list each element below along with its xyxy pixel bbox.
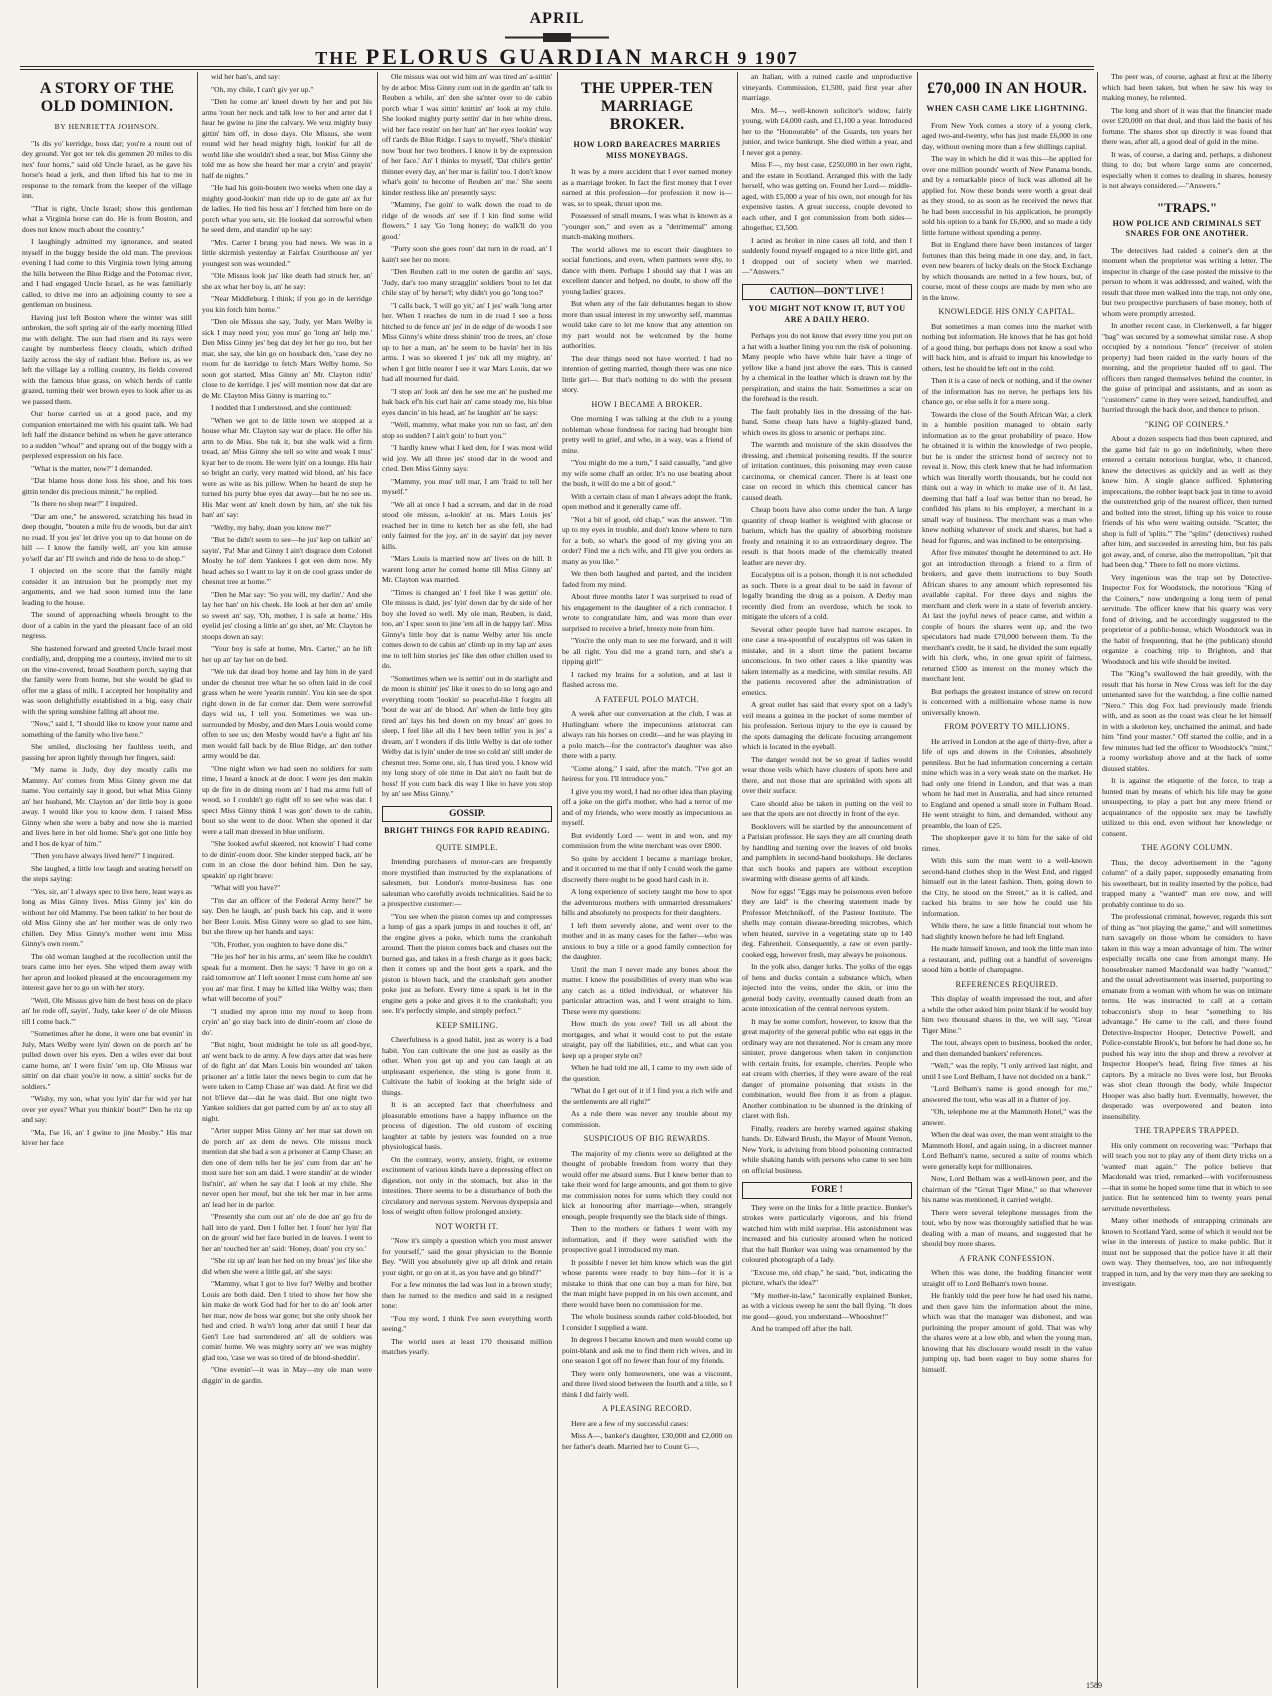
paragraph: The peer was, of course, aghast at first at the liberty which had been taken, but when he saw his way to making money, he relented. [1102,72,1272,102]
paragraph: "But he didn't seem to see—he jus' kep on talkin' an' sayin', 'Pa! Mar and Ginny I ain't disgrace dem Colonel Mosby he tol' dem Yankees I got een dem now. My head aches so I want to lay it on de cool grass under de chesnut tree at home.'" [202,535,372,586]
paragraph: There were several telephone messages from the tout, who by now was thoroughly satisfied that he was dealing with a man of means, and suggested that he should buy more shares. [922,1207,1092,1248]
column-6 [922,72,1092,1690]
column-rule [1097,72,1098,1688]
column-rule [377,72,378,1688]
paragraph: When he had told me all, I came to my own side of the question. [562,1063,732,1083]
paragraph: One morning I was talking at the club to a young nobleman whose fondness for racing had brought him pretty well to grief, and who, in a way, was a friend of mine. [562,414,732,455]
paragraph: "He had his goin-bouten two weeks when one day a mighty good-lookin' man ride up to de gate an' ax fur de ladies. He tied his hoss an' I fetched him here on de porch whar you sets, sir. He looked dat sorrowful when he seed dem, and standin' up he say: [202,183,372,234]
paragraph: The majority of my clients were so delighted at the thought of probable freedom from worry that they would offer me absurd sums. But I knew better than to take their word for large amounts, and got them to give me commission notes for sums which they could not kick at honouring after marriage—when, strangely enough, people frequently see the black side of things. [562,1148,732,1221]
paragraph: Towards the close of the South African War, a clerk in a humble position managed to obtain early information as to the great probability of peace. How he obtained it is within the knowledge of two people, but he is under the strictest bond of secrecy not to reveal it. Now, this clerk knew that he had information which was literally worth thousands, but he could not think out a way in which to make use of it. At last, deeming that half a loaf was better than no bread, he confided his plans to his employer, a merchant in a small way of business. The merchant was a man who knew nothing whatever of stock and shares, but had a head for figures, and was inclined to be enterprising. [922,409,1092,545]
paragraph: When this was done, the budding financier went straight off to Lord Belham's town house. [922,1268,1092,1288]
subheading: A PLEASING RECORD. [602,1404,692,1413]
column-rule [197,72,198,1688]
paragraph: In the yolk also, danger lurks. The yolks of the eggs of hens and ducks contain a substance which, when injected into the veins, under the skin, or into the general body cavity, eventually caused death from an acute intoxication of the central nervous system. [742,962,912,1013]
paragraph: wid her han's, and say: [211,72,281,81]
paragraph: "One evenin'—it was in May—my ole man were diggin' in de gardin. [202,1365,372,1385]
paragraph: She hastened forward and greeted Uncle Israel most cordially, and, dropping me a courtesy, invited me to sit on the vine-covered, broad Southern porch, saying that the family were from home, but she would be glad to offer me a glass of milk. I accepted her hospitality and was soon delightfully established in a big, easy chair with the spring sunshine falling all about me. [22,643,192,716]
paragraph: Intending purchasers of motor-cars are frequently more mystified than instructed by the explanations of salesmen, but London's motor-business has one salesman who carefully avoids technicalities. Said he to a prospective customer:— [382,857,552,908]
paragraph: While there, he saw a little financial tout whom he had slightly known before he had left England. [922,921,1092,941]
paragraph: The "King"s swallowed the bait greedily, with the result that his horse in New Cross was left for the day untenanted save for the watchdog, a fine collie named "Nero." This dog Fox had previously made friends with, and as soon as the coast was clear he let himself in with a skeleton key, unchained the animal, and bade him "find your master." Off started the collie, and in a few minutes had led the officer to Woodstock's "mint," a roomy workshop above and at the back of some disused stables. [1102,669,1272,773]
article-headline: £70,000 IN AN HOUR. [927,80,1087,97]
paragraph: Care should also be taken in putting on the veil to see that the spots are not directly in front of the eye. [742,798,912,818]
paragraph: I acted as broker in nine cases all told, and then I suddenly found myself engaged to a nice little girl, and I dropped out of society when we married.—"Answers." [742,235,912,276]
paragraph: I laughingly admitted my ignorance, and seated myself in the buggy beside the old man. The previous evening I had come to this Virginia town lying among the hills between the Blue Ridge and the Potomac river, and I had engaged Uncle Israel, as he was familiarly called, to drive me into an adjoining county to see a gentleman on business. [22,237,192,309]
boxed-headline: FORE ! [742,1182,912,1199]
paragraph: Then to the mothers or fathers I went with my information, and if they were satisfied with the prospective goal I introduced my man. [562,1224,732,1254]
paragraph: They were on the links for a little practice. Bunker's strokes were particularly vigorous, and his friend watched him with mild surprise. His astonishment was increased and his curiosity aroused when he noticed that the ball Bunker was using was ornamented by the coloured photograph of a lady. [742,1202,912,1264]
paragraph: For a few minutes the lad was lost in a brown study; then he turned to the medico and said in a resigned tone: [382,1280,552,1310]
paragraph: "Yes, sir, an' I always spec to live here, least ways as long as Miss Ginny lives. Miss Ginny jes' kin do without her old Mammy. I'se been talkin' to her bout de old Miss Ginny she an' her mother was de only two chillen. Dey Miss Ginny's mother went into Miss Ginny's own room." [22,886,192,948]
paragraph: an Italian, with a ruined castle and unproductive vineyards. Commission, £1,500, paid first year after marriage. [742,72,912,102]
paragraph: "She looked awful skeered, not knowin' I had come to de dinin'-room door. She kinder stepped back, an' he cum in an close the door behind him. Den he say, speakin' up right brave: [202,839,372,880]
paragraph: "Well, Ole Missus give him de best hoss on de place an' he rode off, sayin', 'Judy, take keer o' de ole Missus till I come back.'" [22,995,192,1026]
masthead-name: PELORUS GUARDIAN [365,44,645,69]
paragraph: "He jes hol' her in his arms, an' seem like he couldn't speak fur a moment. Den he says: 'I have to go on a raid tomorrow an' I left sooner I must cum home an' see you an' mar first. I may be killed like Welby was; then what will become of you?' [202,952,372,1003]
paragraph: "You see when the piston comes up and compresses a lump of gas a spark jumps in and touches it off, an' the engine gives a poke, which turns the crankshaft around. Then the piston comes back and chases out the burned gas, and takes in a fresh charge as it goes back; then it comes up and the boot gets a spark, and the piston is blown back, and the crankshaft gets another poke just as before. Every time a spark is let in the engine gets a poke and gives it to the crankshaft; you see. It's perfectly simple, and simply perfect." [382,911,552,1015]
paragraph: "She riz up an' lean her hed on my breas' jes' like she did when she were a little gal, an' she says: [202,1256,372,1276]
paragraph: "You might do me a turn," I said casually, "and give my wife some chaff an order. It's no use beating about the bush, it will do me a bit of good." [562,458,732,488]
paragraph: "Den Reuben call to me outen de gardin an' says, 'Judy, dar's too many stragglin' soldiers 'bout to let dat chile stay ol' by herse'f; why didn't you go 'long too?' [382,267,552,297]
paragraph: "We all at once I had a scream, and dar in de road stood ole missus, a-lookin' at us. Mars Louis jes' reached her in time to ketch her as she fell, she had only fainted for the joy, an' in de sayin' dat joy never kills. [382,499,552,551]
paragraph: "Oh, Frother, you oughten to have done dis." [211,939,348,949]
paragraph: He arrived in London at the age of thirty-five, after a life of ups and downs in the Colonies, absolutely penniless. But he had information concerning a certain mine which was in a very weak state on the market. He had only one friend in London, and that was a man whom he had met in Australia, and had since returned to England and opened a small store in Fulham Road. He went straight to him, and demanded, without any preamble, the loan of £25. [922,736,1092,830]
paragraph: The whole business sounds rather cold-blooded, but I consider I supplied a want. [562,1312,732,1332]
paragraph: It was by a mere accident that I ever earned money as a marriage broker. In fact the first money that I ever earned at this profession—for profession it now is—was, so to speak, thrust upon me. [562,167,732,208]
headline-deck: WHEN CASH CAME LIKE LIGHTNING. [926,104,1088,113]
paragraph: "One night when we had seen no soldiers for sum time, I heard a knock at de door. I were jes den makin up de fire in de dining room an' I had ma arms full of wood, so I couldn't go right off to see who was dar. I spect Miss Ginny think I was gon' down to de cabin, bout so she went to de door. When she opened it dar were a tall man dressed in blue uniform. [202,763,372,836]
paragraph: "Mammy, I'se goin' to walk down the road to de ridge of de woods an' see if I kin find some wild flowers." I say 'Go 'long honey; do walk'll do you good.' [382,200,552,241]
paragraph: "Ma, I'se 16, an' I gwine to jine Mosby." His mar kiver her face [22,1127,192,1147]
paragraph: But in England there have been instances of larger fortunes than this being made in one day, and, in fact, even new bearers of lucky deals on the Stock Exchange by which thousands are netted in a few hours, but, of course, most of these coups are made by men who are in the know. [922,240,1092,302]
paragraph: "Not a bit of good, old chap," was the answer. "I'm up to my eyes in trouble, and don't know where to turn for a bob, so what's the good of my giving you an order? Find me a rich wife, and I'll give you orders as many as you like." [562,514,732,566]
paragraph: "Come along," I said, after the match. "I've got an heiress for you. I'll introduce you." [562,763,732,783]
paragraph: Cheap boots have also come under the ban. A large quantity of cheap leather is weighted with glucose or barium, which has the quality of absorbing moisture freely and retaining it to an extraordinary degree. The result is that boots made of the chemically treated leather are never dry. [742,505,912,567]
paragraph: I give you my word, I had no other idea than playing off a joke on the girl's mother, who had a terror of me and of my friends, who were mostly as impecunious as myself. [562,786,732,827]
subheading: HOW I BECAME A BROKER. [591,399,703,409]
paragraph: "Den he come an' kneel down by her and put his arms 'roun her neck and talk low to her and arter dat I hear he gwine to jine the calvary. We wuz mighty busy gittin' him off, in doso days. Ole Missus, she went round wid her head mighty high, lookin' fur all de world like she wouldn't shed a tear, but Miss Ginny she told me as how she heard her mar a cryin' and prayin' half de nights." [202,97,372,180]
paragraph: "Lord Belham's name is good enough for me," answered the tout, who was all in a flutter of joy. [922,1084,1092,1104]
paragraph: The professional criminal, however, regards this sort of thing as "not playing the game," and will sometimes turn savagely on those whom he considers to have taken in this way a mean advantage of him. The writer especially recalls one case from amongst many. He housebreaker named Macdonald was badly "wanted," and the usual advertisement was inserted, purporting to emanate from a woman with whom he was on intimate terms. He was instructed to call at a certain tobacconist's shop to hear "something to his advantage." He came to the call, and there found Detective-Inspector Hooper, Detective Powell, and Police-constable Brook's, but before he had done so, he pushed his way into the shop and threw a revolver at Inspector Hooper's head, firing five times at his captors. By a miracle no lives were lost, but Brooks was shot clean through the body, while Inspector Hooper was also badly hurt. Eventually, however, the desperado was overpowered and beaten into insensibility. [1102,912,1272,1121]
paragraph: Ole missus was out wid him an' was tired an' a-sittin' by de arbor. Miss Ginny cum out in de gardin an' talk to Reuben a while, an' den she sa'nter over to de cabin porch whar I was sittin' knittin' an' look at my chile. She looked mighty purty settin' dar in her white dress, wid her face restin' on her han' an' her eyes lookin' way off t'ards de Blue Ridge. I says to myself, 'She's thinkin' now 'bout her two brothers. I know it by de expression of her face.' An' I thinks to myself, 'Dat chile's gettin' thinner every day, an' her mar is failin' too. I don't know what's goin' to become of Reuben an' me.' She seem kinder restless like an' presently says: [382,72,552,197]
paragraph: "But night, 'bout midnight he tole us all good-bye, an' went back to de army. A few days arter dat was here of de fight an' dat Mars Louis bin wounded an' taken prisoner an' a little later the news begin to cum dat he were taken to Camp Chase an' was daid. At first we did not b'lieve dat—dat he was daid. But one night two Yankee soldiers dat got parted cum by an' ax to stay all night. [202,1040,372,1123]
paragraph: "Is there no shop near?" I inquired. [31,499,138,508]
paragraph: But sometimes a man comes into the market with nothing but information. He knows that he has got hold of a good thing, but perhaps does not know a soul who will back him, and is afraid to impart his knowledge to others, lest he should be left out in the cold. [922,321,1092,373]
paragraph: "Times is changed an' I feel like I was gettin' ole. Ole missus is daid, jes' lyin' down dar by de side of her boy she loved so well. My ole man, Reuben, is daid, too, an' I spec soon to jine 'em all in de happy lan'. Miss Ginny's little boy dat is name Welby arter his uncle comes down to de cabin an' climb up in my lap an' axes me to tell him stories jes' like den other chillen used to do. [382,587,552,670]
paragraph: "Excuse me, old chap," he said, "but, indicating the picture, what's the idea?" [742,1267,912,1287]
paragraph: When the deal was over, the man went straight to the Mammoth Hotel, and again using, in a discreet manner Lord Belham's name, secured a suite of rooms which were generally kept for millionaires. [922,1130,1093,1171]
paragraph: "Den he Mar say: 'So you will, my darlin'.' And she lay her han' on his cheek. He look at her den an' smile so sweet an' say, 'Oh, mother, I is safe at home.' His eyelid jes' closing a little an' go shet, an' Mr. Clayton he stoops down an say: [202,589,372,641]
paragraph: But perhaps the greatest instance of strew on record is concerned with a millionaire whose name is now universally known. [922,686,1092,717]
paragraph: "Now," said I, "I should like to know your name and something of the family who live here." [22,719,192,739]
paragraph: Here are a few of my successful cases: [571,1418,689,1428]
paragraph: Several other people have had narrow escapes. In one case a tea-spoonful of eucalyptus oil was taken in mistake, and in a short time the patient became unconscious. In two other cases a like quantity was taken internally as a medicine, with similar results. All the patients recovered after the administration of emetics. [742,624,912,697]
paragraph: The tout, always open to business, booked the order, and then demanded bankers' references. [922,1038,1092,1058]
paragraph: I left them severely alone, and went over to the mother and in as many cases for the father—who was anxious to buy a title or a good family connection for the daughter. [562,920,732,961]
paragraph: Eucalyptus oil is a poison, though it is not scheduled as such. There is a great deal to be said in favour of legally branding the drug as a poison. A Derby man recently died from an overdose, which he took to mitigate the ulcers of a cold. [742,570,912,621]
paragraph: We then both laughed and parted, and the incident faded from my mind. [562,569,732,589]
paragraph: In degrees I became known and men would come up point-blank and ask me to find them rich wives, and in one season I got off no fewer than four of my friends. [562,1335,732,1365]
subheading: REFERENCES REQUIRED. [955,979,1059,989]
paragraph: With a certain class of man I always adopt the frank, open method and it generally came off. [562,491,732,511]
paragraph: And he tramped off after the ball. [751,1324,853,1333]
paragraph: "Well," was the reply, "I only arrived last night, and until I see Lord Belham, I have not decided on a bank." [922,1061,1092,1081]
paragraph: About three months later I was surprised to read of his engagement to the daughter of a rich contractor. I wrote to congratulate him, and was more than ever surprised to receive a brief, breezy note from him. [562,592,732,633]
paragraph: "Ole Missus look jus' like death had struck her, an' she ax whar her boy is, an' he say: [202,271,372,291]
paragraph: The danger would not be so great if ladies would wear those veils which have clusters of spots here and there, and not those that are sprinkled with spots all over their surface. [742,754,912,795]
paragraph: As a rule there was never any trouble about my commission. [562,1109,732,1129]
paragraph: "We tuk dat dead boy home and lay him in de yard under de chesnut tree whar he so often laid in de cool grass when he were 'yearin runnin'. You kin see de spot right down in de far corner dar. Dem were sorrowful days wid us, I tell you. Sometimes we was un-surrounded by Mosby, and den Mars Louis would come offen to see us; den Mosby would hav'e a fight an' his men would fall back by de Blue Ridge, an' den tother army would be dar. [202,667,372,760]
paragraph: Having just left Boston where the winter was still unbroken, the soft spring air of the early morning filled me with delight. The sun had risen and its rays were caught by numberless fleecy clouds, which drifted lazily across the sky of radiant blue. Before us, as we left the village lay a rolling country, its fields covered with the famous blue grass, on which herds of cattle grazed, turning their wet brown eyes to look after us as we passed them. [22,312,192,406]
paragraph: "Fou my word, I think I've seen everything worth seeing." [382,1313,552,1333]
paragraph: "My name is Judy, doy dey mostly calls me Mammy. An' comes from Miss Ginny given me dat name. You certainly say it good, but what Miss Ginny an' her husband, Mr. Clayton an' der little boy is gone away. I would like you to know dem. I raised Miss Ginny when she were a baby and now she is married and lives here in her old home. She's got one little boy and I hos de kyar of him." [22,765,192,848]
paragraph: He frankly told the peer how he had used his name, and then gave him the information about the mine, which was that the manager was dishonest, and was purloining the proper amount of gold. That was why the shares were at a low ebb, and when the young man, knowing that his disclosure would result in the value jumping up, had been eager to buy some shares for himself. [922,1291,1092,1374]
headline-deck: YOU MIGHT NOT KNOW IT, BUT YOU ARE A DAILY HERO. [748,304,906,324]
column-1 [22,72,192,1690]
paragraph: "Is dis yo' kerridge, boss dar; you're a rount out of dey ground. Yer got ter tek dis gemmen 20 miles to dis nex' four horns," said old Uncle Israel, as he gave his horse's head a jerk, and then lifted his hat to me in response to the remark from the keeper of the village inn. [22,138,192,200]
headline-deck: BRIGHT THINGS FOR RAPID READING. [384,826,550,835]
paragraph: "Dat blame hoss done loss his shoe, and his toes gittin tender dis precious minnit," he replied. [22,476,192,496]
paragraph: "Mrs. Carter I brung you bad news. We was in a little skirmish yesterday at Fairfax Courthouse an' yer youngest son was wounded." [202,237,372,268]
issue-month: APRIL [529,10,585,27]
byline: BY HENRIETTA JOHNSON. [54,122,160,131]
paragraph: "My mother-in-law," laconically explained Bunker, as with a vicious sweep he sent the ball flying. "It does me good—good, you understand—Whooshter!" [742,1290,912,1321]
header-rule-top [20,66,1094,67]
paragraph: Our horse carried us at a good pace, and my companion entertained me with his quaint talk. We had left half the distance behind us when he gave utterance to a sudden "whoa!" and sprang out of the buggy with a perplexed expression on his face. [22,409,192,460]
paragraph: It is against the etiquette of the force, to trap a hunted man by means of which his life may be gone unsuspecting, to play a part but any mere friend or acquaintance of the opposite sex may be lawfully utilized to this end, even without her knowledge or consent. [1102,776,1272,838]
paragraph: The old woman laughed at the recollection until the tears came into her eyes. She wiped them away with her apron and looked pleased at the encouragement my interest gave her to go on with her story. [22,951,192,992]
paragraph: "Near Middleburg. I think; if you go in de kerridge you kin fotch him home." [202,294,372,314]
paragraph: "Dar am one," he answered, scratching his head in deep thought, "bouten a mile fru de woods, but dar ain't no road. If you jes' let drive you up to dat house on de hill — I know the family well, an' you kin amuse yo'self dar an' I'll switch and ride de hoss to de shop." [22,511,192,563]
paragraph: A long experience of society taught me how to spot the adventurous mothers with unmarried dressmakers' bills and absolutely no prospects for their daughters. [562,887,732,917]
paragraph: It may be some comfort, however, to know that the great majority of the general public who eat eggs in the ordinary way are not threatened. Nor is cream any more sinister, prove dangerous when taken in conjunction with certain fruits, for example, cherries. People who eat cream with cherries, if they were aware of the real danger of ptomaine poisoning that exists in the combination, would flee from it as from a plague. Another combination to be shunned is the drinking of claret with fish. [742,1016,912,1120]
paragraph: The shopkeeper gave it to him for the sake of old times. [922,833,1092,853]
paragraph: "That is right, Uncle Israel; show this gentleman what a Virginia horse can do. He is from Boston, and does not know much about the country." [22,203,192,234]
paragraph: This display of wealth impressed the tout, and after a while the other asked him point blank if he would buy him two thousand shares in the, we will say, "Great Tiger Mine." [922,994,1092,1035]
paragraph: The world allows me to escort their daughters to social functions, and even, when partners were shy, to dance with them. Perhaps I should say that I was an excellent dancer and helped, no doubt, to show off the young ladies' graces. [562,244,732,296]
paragraph: Miss A—, banker's daughter, £30,000 and £2,000 on her father's death. Married her to Count G—, [562,1431,732,1451]
paragraph: The sound of approaching wheels brought to the door of a cabin in the yard the pleasant face of an old negress. [22,610,192,640]
boxed-headline: CAUTION—DON'T LIVE ! [742,284,912,301]
paragraph: They were only homeowners, one was a viscount, and three lived stood between the fourth and a title, so I think I did fairly well. [562,1368,732,1399]
subheading: NOT WORTH IT. [435,1221,499,1231]
paragraph: "I stop an' look an' den he see me an' he pushed me bak back ef'n his curl hair an' came steady me, his blue eyes dancin' in his head, an' he laughin' an' he says: [382,386,552,417]
paragraph: But when any of the fair debutantes began to show more than usual interest in my unworthy self, mammas would take care to let me know that any attention on my part would not be welcomed by the home authorities. [562,299,732,350]
subheading: KNOWLEDGE HIS ONLY CAPITAL. [938,307,1076,316]
paragraph: I racked my brains for a solution, and at last it flashed across me. [562,669,732,689]
paragraph: "What will you have?" [211,883,281,892]
column-2 [202,72,372,1690]
boxed-headline: GOSSIP. [382,806,552,823]
paragraph: After five minutes' thought he determined to act. He got an introduction through a friend to a firm of brokers, and gave them instructions to buy South African shares to any amount which represented his available capital. For three days and nights the merchant and clerk were in a state of feverish anxiety. At last the joyful news of peace came, and within a couple of hours the shares went up, and the two speculators had made £70,000 between them. To the merchant's credit, be it said, he divided the sum equally with his clerk, who, in one great spirit of fairness, returned £500 as interest on the money which the merchant lent. [922,548,1092,683]
column-7 [1102,72,1272,1690]
paragraph: With this sum the man went to a well-known second-hand clothes shop in the West End, and rigged himself out in the latest fashion. Then, going down to the City, he stood on the Street," as it is called, and racked his brains to see how he could use his information. [922,856,1092,918]
paragraph: Thus, the decoy advertisement in the "agony column" of a daily paper, supposedly emanating from his sweetheart, but in reality inserted by the police, had trapped many a "wanted" man ere now, and will probably continue to do so. [1102,857,1272,909]
subheading: THE TRAPPERS TRAPPED. [1134,1126,1240,1135]
paragraph: The way in which he did it was this—he applied for over one million pounds' worth of New Panama bonds, and by a remarkable piece of luck was allotted all he applied for. Now these bonds were worth a great deal as they stood, so as soon as he received the news that he had been successful in his application, he promptly sold his option to a bank for £6,000, and so made a tidy little fortune without spending a penny. [922,154,1092,237]
paragraph: Booklovers will be startled by the announcement of a Parisian professor. He says they are all courting death by handling and turning over the leaves of old books and pamphlets in second-hand bookshops. He declares that such books and papers are without exception swarming with disease germs of all kinds. [742,821,912,883]
paragraph: A great outlet has said that every spot on a lady's veil means a guinea in the pocket of some member of his profession. Serious injury to the eye is caused by the spots damaging the delicate focusing arrangement which is located in the eyeball. [742,700,912,751]
page-header [0,0,1114,70]
headline-deck: HOW POLICE AND CRIMINALS SET SNARES FOR ONE ANOTHER. [1112,218,1262,238]
paragraph: "Arter supper Miss Ginny an' her mar sat down on de porch an' ax dem de news. Ole missus muck mention dat she had a son a prisoner at Camp Chase; an den one of dem tells her he jes' cum from dar an' he most sure her son am daid. I were standin' at de winder list'nin', an' when he say dat I look at my chile. She never open her mouf, but she tek her mar in her arms an' lead her in de parlor. [202,1126,372,1209]
paragraph: "What do I get out of it if I find you a rich wife and the settlements are all right?" [562,1086,732,1106]
paragraph: Then it is a case of neck or nothing, and if the owner of the information has no nerve, he perhaps lets his chance go, or else sells it for a mere song. [922,376,1092,406]
paragraph: The world uses at least 170 thousand million matches yearly. [382,1336,552,1356]
paragraph: "I'm dar an officer of the Federal Army here?" he say. Den he laugh, an' push back his cap, and it were her Beer Louis. Miss Ginny were so glad to see him, but she threw up her hands and says: [202,895,372,936]
header-rule-bottom [20,69,1094,70]
subheading: FROM POVERTY TO MILLIONS. [944,722,1070,731]
article-headline: "TRAPS." [1156,199,1218,215]
paragraph: Very ingenious was the trap set by Detective-Inspector Fox for Woodstock, the notorious "King of the Coiners," now undergoing a long term of penal servitude. The officer knew that his quarry was very fond of driving, and he accordingly suggested to the proprietor of a public-house, which Woodstock was in the habit of frequenting, that he (the publican) should organize a coaching trip to Brighton, and that Woodstock and his wife should be invited. [1102,572,1272,666]
paragraph: "Oh, telephone me at the Mammoth Hotel," was the answer. [922,1107,1092,1127]
paragraph: "I studied my apron into my mouf to keep from cryin' an' go stay back into de dinin'-room an' close de do'. [202,1006,372,1037]
subheading: "KING OF COINERS." [1144,419,1230,429]
paragraph: Finally, readers are hereby warned against shaking hands. Dr. Edward Brush, the Mayor of Mount Vernon, New York, is advising from blood poisoning contracted while shaking hands with persons who came to see him on official business. [742,1123,912,1175]
paragraph: "Wishy, my son, what you lyin' dar fur wid yer hat over yer eyes? What you thinkin' bout?" Den he riz up and say: [22,1094,192,1124]
paragraph: Perhaps you do not know that every time you put on a hat with a leather lining you run the risk of poisoning. Many people who have white hair have a tinge of yellow like a band just above the ears. This is caused by a chemical in the leather which is drawn out by the perspiration, and stains the hair. Sometimes a scar on the forehead is the result. [742,331,912,403]
paragraph: "Now it's simply a question which you must answer for yourself," said the great physician to the Bonnie Bey. "Will you absolutely give up all drink and retain your sight, or go on at it, as you have and go blind?" [382,1236,552,1277]
paragraph: Cheerfulness is a good habit, just as worry is a bad habit. You can cultivate the one just as easily as the other. When you get up and you can laugh at an unpleasant experience, the sting is gone from it. Cultivate the habit of looking at the bright side of things. [382,1035,552,1097]
subheading: A FATEFUL POLO MATCH. [595,694,699,704]
paragraph: He made himself known, and took the little man into a restaurant, and, pulling out a handful of sovereigns stood him a bottle of champagne. [922,944,1092,974]
paragraph: About a dozen suspects had thus been captured, and the game bid fair to go on indefinitely, when there entered a certain notorious burglar, who, it chanced, knew the detectives as quickly and as well as they knew him. A single glance sufficed. Spluttering imprecations, the robber leapt back just in time to avoid the outstretched grip of the nearest officer, then turned and bolted into the street, lifting up his voice to rouse friends of his who were waiting outside. "Scatter, the shop is full of 'splits.'" The "splits" (detectives) rushed after him, and succeeded in arresting him, but his pals got away, and, of course, also the metropolitan, "pit that had been dug." There to fell no more victims. [1102,434,1272,569]
article-headline: A STORY OF THE OLD DOMINION. [39,80,175,115]
paragraph: The warmth and moisture of the skin dissolves the dressing, and chemical poisoning results. If the source of irritation continues, this poisoning may even cause carcinoma, or chemical cancer. There is at least one case on record in which this chemical cancer has caused death. [742,440,912,502]
headline-deck: HOW LORD BAREACRES MARRIES MISS MONEYBAGS. [573,140,721,160]
paragraph: Until the man I never made any bones about the matter. I knew the possibilities of every man who was any catch as a titled individual, or whatever his particular attraction was, and I went straight to him. These were my questions: [562,964,732,1016]
paragraph: "Sometimes when we is settin' out in de starlight and de moon is shinin' jes' like it uses to do so long ago and everything room 'lookin' so peaceful-like I forgits all 'bout de war an' de blood. An' when de little boy gits tired an' lays his hed down on my breas' an' goes to sleep, I feel like all dis I hev been tellin' you is jes' a dream, an' I wonders if dis little Welby is dat ole tother Welby dat is lyin' under de tree so cold an' still under de chesnut tree. Some one, sir, I has tired you. I know wid my long story of ole time in Dat ain't no fault but de hoss! If you cum back dis way I like to have you stop by an' see Miss Ginny." [382,673,552,798]
paragraph: From New York comes a story of a young clerk, aged two-and-twenty, who has just made £6,000 in one day, without owning more than a few shillings capital. [922,120,1092,151]
paragraph: So quite by accident I became a marriage broker, and it occurred to me that if only I could work the game discreetly there ought to be good hard cash in it. [562,853,732,884]
paragraph: "I hardly knew what I ked den, for I was most wild wid joy. We all three jes' stood dar in de wood and cried. Den Miss Ginny says: [382,443,552,473]
subheading: THE AGONY COLUMN. [1141,843,1233,852]
page-number: 1589 [1086,1681,1102,1690]
paragraph: Now for eggs! "Eggs may be poisonous even before they are laid" is the cheering statement made by Professor Metchnikoff, of the Pasteur Institute. The shells may contain disease-breeding microbes, which when heated, survive in a vegetating state up to 140 deg. Fahrenheit. Consequently, a raw or even partly-cooked egg, however fresh, may always be poisonous. [742,886,912,959]
paragraph: "Mammy, you mus' tell mar, I am 'fraid to tell her myself." [382,476,552,496]
paragraph: It was, of course, a daring and, perhaps, a dishonest thing to do; but where large sums are concerned, especially when it comes to dealing in shares, honesty is not always considered.—"Answers." [1102,149,1272,190]
paragraph: "Mars Louis is married now an' lives on de hill. It warent long arter he comed home till Miss Ginny an' Mr. Clayton was married. [382,554,552,584]
masthead-date: MARCH 9 1907 [650,48,799,68]
paragraph: It possible I never let him know which was the girl whose parents were ready to buy him—for it is a mistake to think that one can buy a man for hire, but the man might have popped in on his own account, and there would have been no commission for me. [562,1257,732,1309]
paragraph: "Then you have always lived here?" I inquired. [31,851,175,860]
paragraph: The fault probably lies in the dressing of the hat-band. Some cheap hats have a highly-glazed band, which owes its gloss to arsenic or perhaps zinc. [742,406,912,437]
article-headline: THE UPPER-TEN MARRIAGE BROKER. [581,80,713,133]
column-rule [557,72,558,1688]
paragraph: "Mammy, what I got to live for? Welby and brother Louis are both daid. Den I tried to show her how she kin make de work God had for her to do an' look arter her mar, now de boss war gone; but she only shook her hed and cried. It wa'n't long arter dat until I hear dat Gen'l Lee had surrendered an' all de soldiers was comin' home. We was mighty sorry an' we was mighty glad too, 'case we was so tired of de blood-sheddin'. [202,1279,372,1362]
paragraph: His only comment on recovering was: "Perhaps that will teach you not to play any of them dirty tricks on a 'wanted' man again." The police believe that Macdonald was tried, remarked—with vociferousness—that in some he hoped some time that in which to see justice. But he sentenced him to twenty years penal servitude nevertheless. [1102,1140,1272,1213]
paragraph: "Presently she cum out an' ole de doe an' go fru de hall into de yard. Den I foller her. I foun' her lyin' flat on de groun' wid her face buried in de leaves. I went to her an' touched her an' said: 'Honey, doan' you cry so.' [202,1212,372,1253]
paragraph: It is an accepted fact that cheerfulness and pleasurable emotions have a happy influence on the process of digestion. The old custom of exciting laughter at table by jesters was founded on a true physiological basis. [382,1100,552,1151]
paragraph: Miss F—, my best case, £250,000 in her own right, and the estate in Scotland. Arranged this with the lady herself, who was getting on. Found her Lord— middle-aged, with £5,000 a year of his own, not enough for his expensive tastes. A great success, couple devoted to each other, and I got commission from both sides—altogether, £3,500. [742,160,912,232]
paragraph: I nodded that I understood, and she continued: [211,403,352,412]
column-5 [742,72,912,1690]
paragraph: "When we got to de little town we stopped at a house whar Mr. Clayton say war de place. He offer his arm to de Miss. She tuk it, but she walk wid a firm tread, an' Miss Ginny she tell so wite and weak I mus' kyar her to de room. He were lyin' on a lounge. His hair so bright an curly, very matted wid blood, an' his face were as wite as his pillow. When he heard de step he turned his purty blue eyes dat away—but he no see us. His Mar went an' knelt down by him, an' she tuk his han' an' say: [202,415,372,519]
paragraph: The detectives had raided a coiner's den at the moment when the proprietor was writing a letter. The inspector in charge of the case posted the missive to the person to whom it was addressed, and waited, with the result that three men walked into the trap, not only one, but two prospective purchasers of base money, both of whom were promptly arrested. [1102,245,1272,318]
subheading: QUITE SIMPLE. [436,842,498,852]
column-rule [917,72,918,1688]
paragraph: But evidently Lord — went in and won, and my commission from the wine merchant was over £800. [562,830,732,850]
paragraph: "Purty soon she goes roun' dat turn in de road, an' I kain't see her no more. [382,244,552,264]
paragraph: Possessed of small means, I was what is known as a "younger son," and even as a "detrimental" among match-making mothers. [562,211,732,241]
subheading: A FRANK CONFESSION. [959,1253,1055,1263]
paragraph: A week after our conversation at the club, I was at Hurlingham where the impecunious aristocrat can always ran his horses on credit—and he was playing in a polo match—for the contractor's daughter was also there with a party. [562,709,732,760]
paragraph: The dear things need not have worried. I had no intention of getting married, though there was one nice little girl—. But that's nothing to do with the present story. [562,353,732,394]
paragraph: Mrs. M—, well-known solicitor's widow, fairly young, with £4,000 cash, and £1,100 a year. Introduced her to the "Honourable" of the Guards, ten years her junior, and twice bankrupt. She died within a year, and I never got a penny. [742,105,912,157]
paragraph: "Well, mammy, what make you run so fast, an' den stop so sudden? I ain't goin' to hurt you." [382,420,552,440]
paragraph: "You're the only man to see me forward, and it will be all right. You did me a grand turn, and she's a ripping girl!" [562,636,732,666]
paragraph: In another recent case, in Clerkenwell, a far bigger "bag" was secured by a somewhat similar ruse. A shop occupied by a notorious "fence" (receiver of stolen property) had been raided in the early hours of the morning, and the proprietor hauled off to gaol. The officers then ranged themselves behind the counter, in the guise of principal and assistants, and as soon as "customers" came in they were seized, handcuffed, and hurried through the back door, and thence to prison. [1102,321,1272,414]
paragraph: Many other methods of entrapping criminals are known to Scotland Yard, some of which it would not be wise in the interests of justice to make public. But it must not be supposed that the police have it all their own way. They themselves, too, are not infrequently trapped in turn, and by the very men they are seeking to investigate. [1102,1216,1272,1288]
paragraph: "Sometimes after he done, it were one bat evenin' in July, Mars Welby were lyin' down on de porch an' he pulled down over his eyes. Den a wiles ever dat bout came home, an' I were fixin' 'em up. Ole Missus war sittin' on dat chair you're in now, a sittin' socks fur de soldiers." [22,1029,192,1091]
paragraph: Now, Lord Belham was a well-known peer, and the chairman of the "Great Tiger Mine," so that wherever his name was mentioned, it carried weight. [922,1174,1092,1204]
paragraph: The long and short of it was that the financier made over £20,000 on that deal, and thus laid the basis of his fortune. The shares shot up directly it was found that there was, after all, a good deal of gold in the mine. [1102,105,1272,146]
paragraph: "Welby, my baby, doan you know me?" [211,522,332,532]
paragraph: "What is the matter, now?" I demanded. [31,463,153,473]
paragraph: How much do you owe? Tell us all about the mortgages, and what it would cost to put the estate straight, pay off the liabilities, etc., and what can you keep up a proper style on? [562,1019,732,1060]
paragraph: I objected on the score that the family might consider it an intrusion but he promptly met my arguments, and we had soon turned into the lane leading to the house. [22,566,192,607]
column-3 [382,72,552,1690]
column-4 [562,72,732,1690]
paragraph: She smiled, disclosing her faultless teeth, and passing her apron lightly through her fingers, said: [22,742,192,762]
subheading: SUSPICIOUS OF BIG REWARDS. [583,1134,711,1143]
paragraph: On the contrary, worry, anxiety, fright, or extreme excitement of various kinds have a depressing effect on digestion, not only in the stomach, but also in the intestines. There seems to be a disturbance of both the circulatory and nervous system. Nervous dyspepsia and loss of weight often follow prolonged anxiety. [382,1154,552,1216]
paragraph: "Den ole Missus she say, 'Judy, yer Mars Welby is sick I may need you; you mus' go 'long an' help me.' Den Miss Ginny jes' beg dat dey let her go too, but her mar, she say, she kin go on hossback den, 'case dey no room fur de kerridge to fetch Mars Welby home. So soon got started, Miss Ginny an' Mr. Clayton ridin' close to de kerridge. I jes' will mention now dat dat are de Mr. Clayton Miss Ginny is marring to." [202,317,372,400]
masthead-prefix: THE [315,48,360,68]
column-rule [737,72,738,1688]
paragraph: "Oh, my chile, I can't giv yer up." [211,84,314,94]
subheading: KEEP SMILING. [435,1020,499,1030]
paragraph: She laughed, a little low laugh and seating herself on the steps saying: [22,863,192,883]
paragraph: "Your boy is safe at home, Mrs. Carter," an he lift her up an' lay her on de bed. [202,644,372,664]
paragraph: "I calls back, 'I will go yit,' an' I jes' walk 'long arter her. When I reaches de turn in de road I see a hoss hitched to de fence an' jes' in de edge of de woods I see Miss Ginny's white dress shinin' troo de trees, an' close up to her a man, an' he seem to be havin' her in his arms. I was so skeered I jes' tuk all my mighty, an' when I got little nearer I see it war Mars Louis, dat we had all mourned fur daid. [382,300,552,383]
masthead-ornament [505,33,609,42]
